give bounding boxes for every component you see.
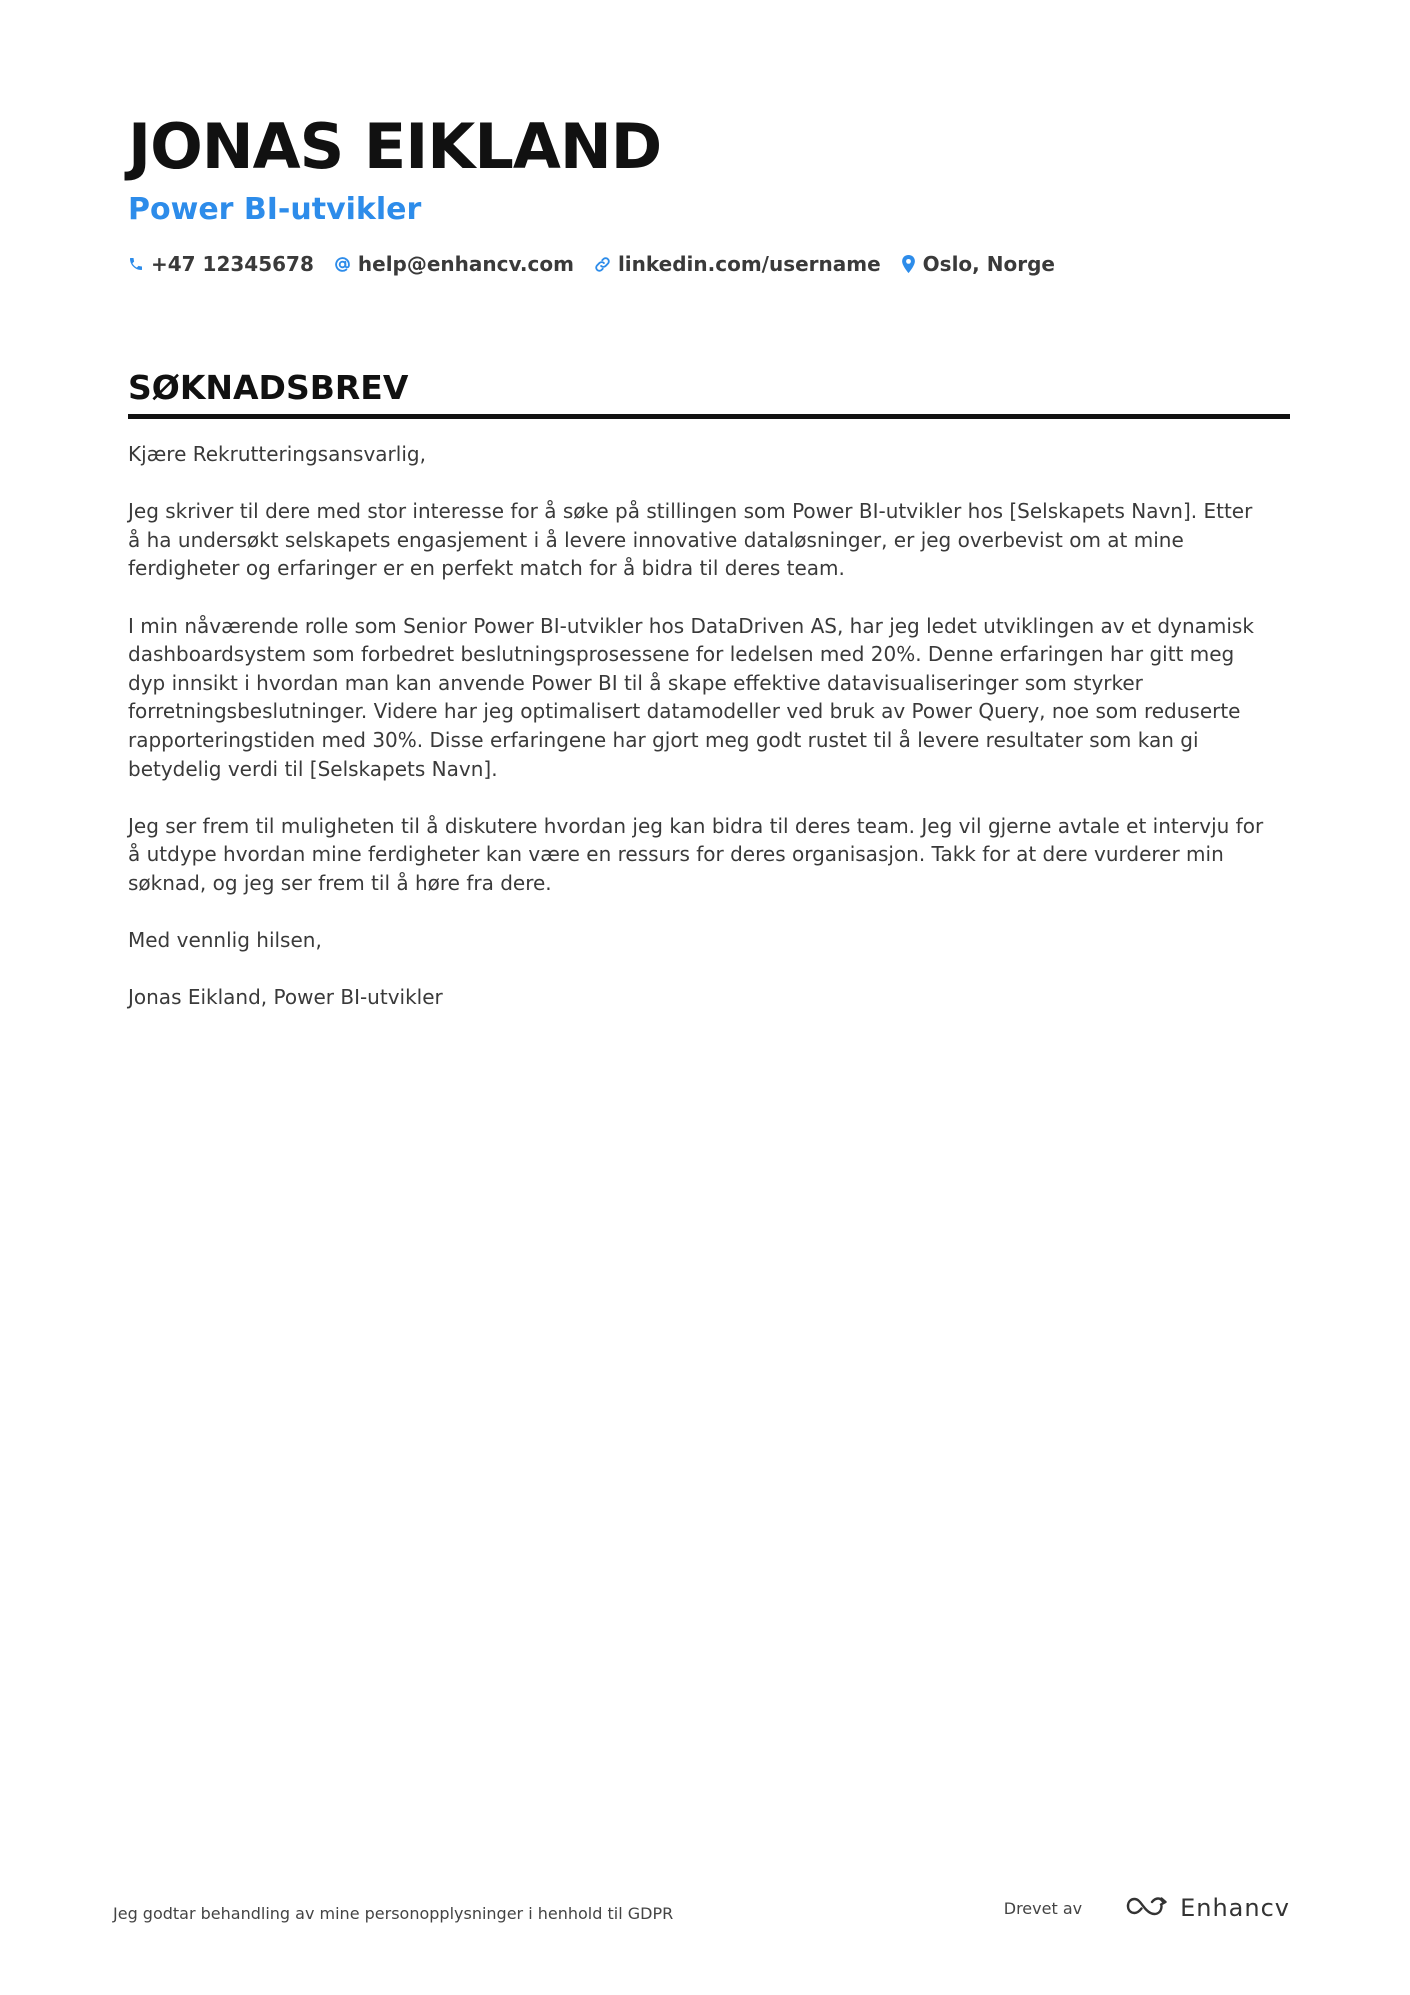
- enhancv-logo-icon: [1124, 1894, 1170, 1922]
- contact-email: [334, 252, 574, 276]
- linkedin-url: linkedin.com/username: [617, 252, 881, 276]
- candidate-role: Power BI-utvikler: [128, 192, 422, 227]
- contact-row: [128, 252, 1290, 276]
- letter-body: [128, 440, 1268, 1040]
- section-divider: [128, 414, 1290, 419]
- location-pin-icon: [901, 255, 916, 273]
- footer: [113, 1892, 1290, 1932]
- letter-paragraph: I min nåværende rolle som Senior Power BI-utvikler hos DataDriven AS, har jeg ledet utviklingen av et dynamisk dashboardsystem som forbedret beslutningsprosessene for ledelsen med 20%. Denne erfaringen har gitt meg dyp innsikt i hvordan man kan anvende Power BI til å skape effektive datavisualiseringer som styrker forretningsbeslutninger. Videre har jeg optimalisert datamodeller ved bruk av Power Query, noe som reduserte rapporteringstiden med 30%. Disse erfaringene har gjort meg godt rustet til å levere resultater som kan gi betydelig verdi til [Selskapets Navn].: [128, 613, 1254, 781]
- enhancv-brand-name: Enhancv: [1180, 1894, 1290, 1922]
- contact-linkedin: [594, 252, 881, 276]
- phone-number: +47 12345678: [151, 252, 314, 276]
- letter-paragraph: Jeg skriver til dere med stor interesse for å søke på stillingen som Power BI-utvikler hos [Selskapets Navn]. Etter å ha undersøkt selskapets engasjement i å levere innovative dataløsninger, er jeg overbevist om at mine ferdigheter og erfaringer er en perfekt match for å bidra til deres team.: [128, 499, 1253, 581]
- letter-paragraph: Jeg ser frem til muligheten til å diskutere hvordan jeg kan bidra til deres team. Jeg vil gjerne avtale et intervju for å utdype hvordan mine ferdigheter kan være en ressurs for deres organisasjon. Takk for at dere vurderer min søknad, og jeg ser frem til å høre fra dere.: [128, 813, 1264, 895]
- link-icon: [594, 256, 611, 273]
- location-text: Oslo, Norge: [922, 252, 1055, 276]
- letter-signature: Jonas Eikland, Power BI-utvikler: [128, 985, 443, 1010]
- letter-closing: Med vennlig hilsen,: [128, 928, 322, 953]
- email-address: help@enhancv.com: [357, 252, 574, 276]
- letter-greeting: Kjære Rekrutteringsansvarlig,: [128, 442, 426, 466]
- at-icon: [334, 256, 351, 273]
- contact-location: [901, 252, 1055, 276]
- powered-by: [1004, 1894, 1290, 1922]
- powered-by-label: Drevet av: [1003, 1898, 1083, 1918]
- section-title: SØKNADSBREV: [128, 368, 409, 407]
- gdpr-consent-text: Jeg godtar behandling av mine personopplysninger i henhold til GDPR: [113, 1904, 674, 1923]
- candidate-name: JONAS EIKLAND: [128, 110, 662, 183]
- phone-icon: [128, 256, 144, 272]
- contact-phone: [128, 252, 314, 276]
- enhancv-brand-link[interactable]: [1124, 1894, 1290, 1922]
- header: [128, 108, 1290, 276]
- section-heading: [128, 366, 1290, 419]
